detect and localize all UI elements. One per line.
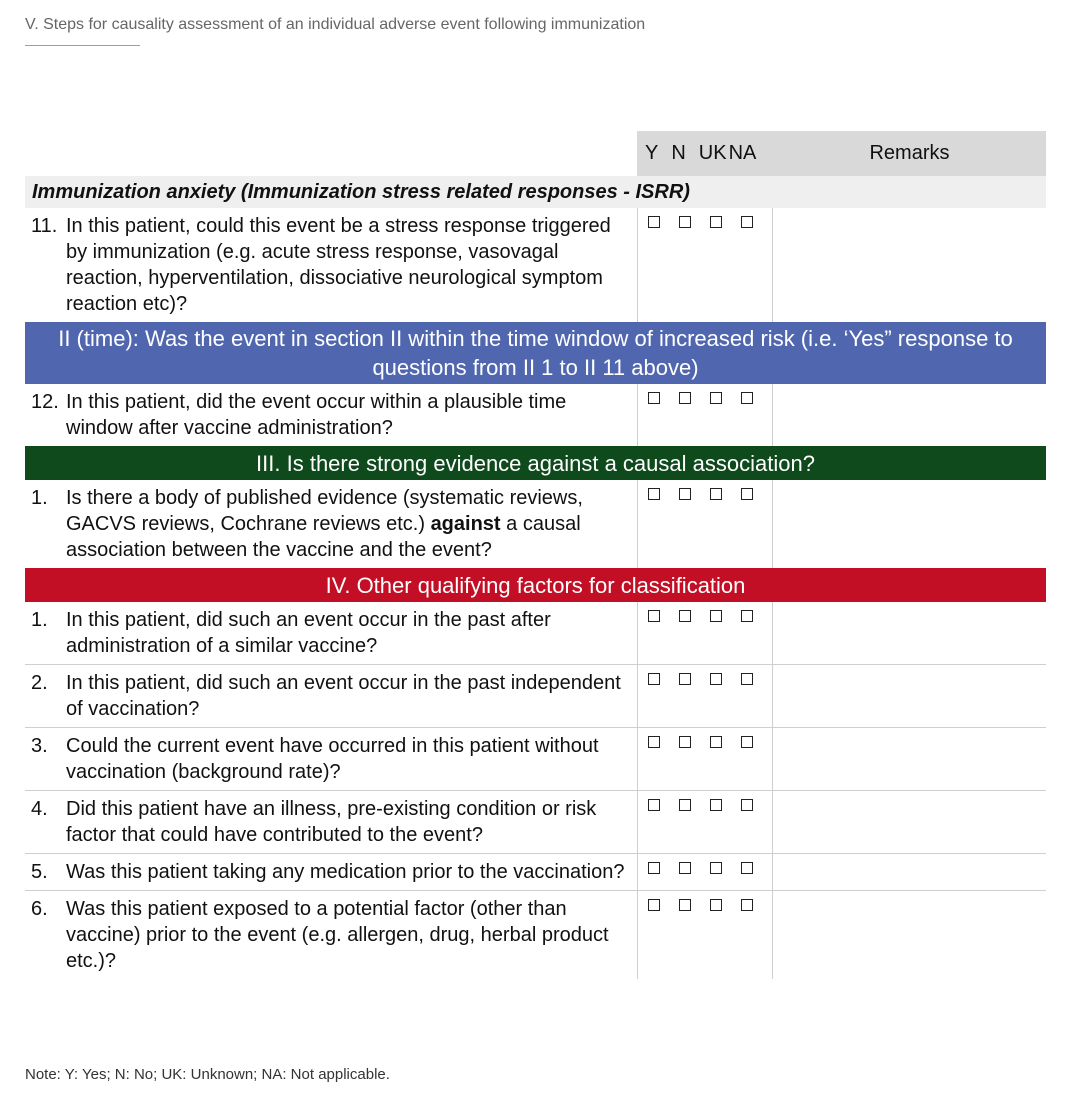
checkbox-y[interactable] — [648, 488, 660, 500]
checkbox-n[interactable] — [679, 488, 691, 500]
question-text: Is there a body of published evidence (systematic reviews, GACVS reviews, Cochrane reviews etc.) against a causal association between the vaccine and the event? — [66, 487, 583, 561]
question-row-iv-5 — [25, 854, 1046, 891]
title-underline — [25, 45, 140, 46]
checkbox-n[interactable] — [679, 862, 691, 874]
checkbox-uk[interactable] — [710, 216, 722, 228]
checkbox-n[interactable] — [679, 610, 691, 622]
question-number: 2. — [31, 672, 48, 694]
question-text: Did this patient have an illness, pre-existing condition or risk factor that could have contributed to the event? — [66, 798, 597, 846]
checkbox-na[interactable] — [741, 862, 753, 874]
question-row-iv-6 — [25, 891, 1046, 979]
remarks-cell[interactable] — [773, 665, 1046, 727]
question-text: Could the current event have occurred in this patient without vaccination (background rate)? — [66, 735, 599, 783]
checkbox-uk[interactable] — [710, 736, 722, 748]
checkbox-na[interactable] — [741, 610, 753, 622]
checkbox-y[interactable] — [648, 736, 660, 748]
col-uk: UK — [698, 142, 727, 164]
col-y: Y — [645, 142, 659, 164]
question-number: 11. — [31, 215, 58, 237]
checkbox-n[interactable] — [679, 736, 691, 748]
checkbox-uk[interactable] — [710, 392, 722, 404]
question-number: 1. — [31, 487, 48, 509]
question-text: In this patient, did such an event occur in the past independent of vaccination? — [66, 672, 621, 720]
question-row-iv-4 — [25, 791, 1046, 854]
checkbox-n[interactable] — [679, 392, 691, 404]
checkbox-na[interactable] — [741, 392, 753, 404]
remarks-cell[interactable] — [773, 480, 1046, 568]
column-header-row — [25, 131, 1046, 176]
question-number: 6. — [31, 898, 48, 920]
checkbox-y[interactable] — [648, 899, 660, 911]
remarks-cell[interactable] — [773, 602, 1046, 664]
checkbox-n[interactable] — [679, 899, 691, 911]
footnote: Note: Y: Yes; N: No; UK: Unknown; NA: Not applicable. — [25, 1066, 390, 1083]
checkbox-n[interactable] — [679, 799, 691, 811]
checkbox-y[interactable] — [648, 610, 660, 622]
col-remarks: Remarks — [773, 131, 1046, 176]
question-row-iv-1 — [25, 602, 1046, 665]
checkbox-uk[interactable] — [710, 610, 722, 622]
question-text: In this patient, did such an event occur in the past after administration of a similar vaccine? — [66, 609, 551, 657]
col-na: NA — [728, 142, 757, 164]
checkbox-na[interactable] — [741, 899, 753, 911]
checkbox-na[interactable] — [741, 216, 753, 228]
checkbox-n[interactable] — [679, 216, 691, 228]
remarks-cell[interactable] — [773, 384, 1046, 446]
checkbox-n[interactable] — [679, 673, 691, 685]
answer-columns-header — [637, 131, 773, 176]
remarks-cell[interactable] — [773, 854, 1046, 890]
question-row-12 — [25, 384, 1046, 446]
question-text: In this patient, did the event occur within a plausible time window after vaccine administration? — [66, 391, 567, 439]
question-text: Was this patient taking any medication prior to the vaccination? — [66, 861, 625, 883]
question-row-iv-2 — [25, 665, 1046, 728]
checkbox-uk[interactable] — [710, 488, 722, 500]
section-iv-questions — [25, 602, 1046, 979]
question-number: 5. — [31, 861, 48, 883]
question-number: 3. — [31, 735, 48, 757]
question-number: 1. — [31, 609, 48, 631]
question-row-iii-1 — [25, 480, 1046, 568]
question-row-11 — [25, 208, 1046, 322]
question-row-iv-3 — [25, 728, 1046, 791]
remarks-cell[interactable] — [773, 791, 1046, 853]
question-number: 4. — [31, 798, 48, 820]
checkbox-y[interactable] — [648, 862, 660, 874]
question-text: Was this patient exposed to a potential factor (other than vaccine) prior to the event (e.g. allergen, drug, herbal product etc.)? — [66, 898, 609, 972]
remarks-cell[interactable] — [773, 208, 1046, 322]
subsection-title: Immunization anxiety (Immunization stress related responses - ISRR) — [25, 176, 1046, 208]
section-ii-header: II (time): Was the event in section II within the time window of increased risk (i.e. ‘Yes” response to questions from II 1 to II 11 above) — [25, 322, 1046, 384]
checkbox-na[interactable] — [741, 736, 753, 748]
col-n: N — [671, 142, 686, 164]
question-number: 12. — [31, 391, 59, 413]
checkbox-y[interactable] — [648, 799, 660, 811]
checkbox-na[interactable] — [741, 488, 753, 500]
remarks-cell[interactable] — [773, 891, 1046, 979]
causality-form — [25, 131, 1046, 979]
checkbox-uk[interactable] — [710, 673, 722, 685]
question-text: In this patient, could this event be a stress response triggered by immunization (e.g. acute stress response, vasovagal reaction, hyperventilation, dissociative neurological symptom reaction etc)? — [66, 215, 611, 315]
section-iii-header: III. Is there strong evidence against a causal association? — [25, 446, 1046, 480]
checkbox-uk[interactable] — [710, 899, 722, 911]
remarks-cell[interactable] — [773, 728, 1046, 790]
checkbox-na[interactable] — [741, 799, 753, 811]
emphasis-against: against — [430, 513, 501, 535]
checkbox-y[interactable] — [648, 392, 660, 404]
checkbox-uk[interactable] — [710, 799, 722, 811]
checkbox-y[interactable] — [648, 216, 660, 228]
page-title: V. Steps for causality assessment of an individual adverse event following immunization — [25, 16, 646, 33]
section-iv-header: IV. Other qualifying factors for classification — [25, 568, 1046, 602]
checkbox-y[interactable] — [648, 673, 660, 685]
checkbox-uk[interactable] — [710, 862, 722, 874]
checkbox-na[interactable] — [741, 673, 753, 685]
